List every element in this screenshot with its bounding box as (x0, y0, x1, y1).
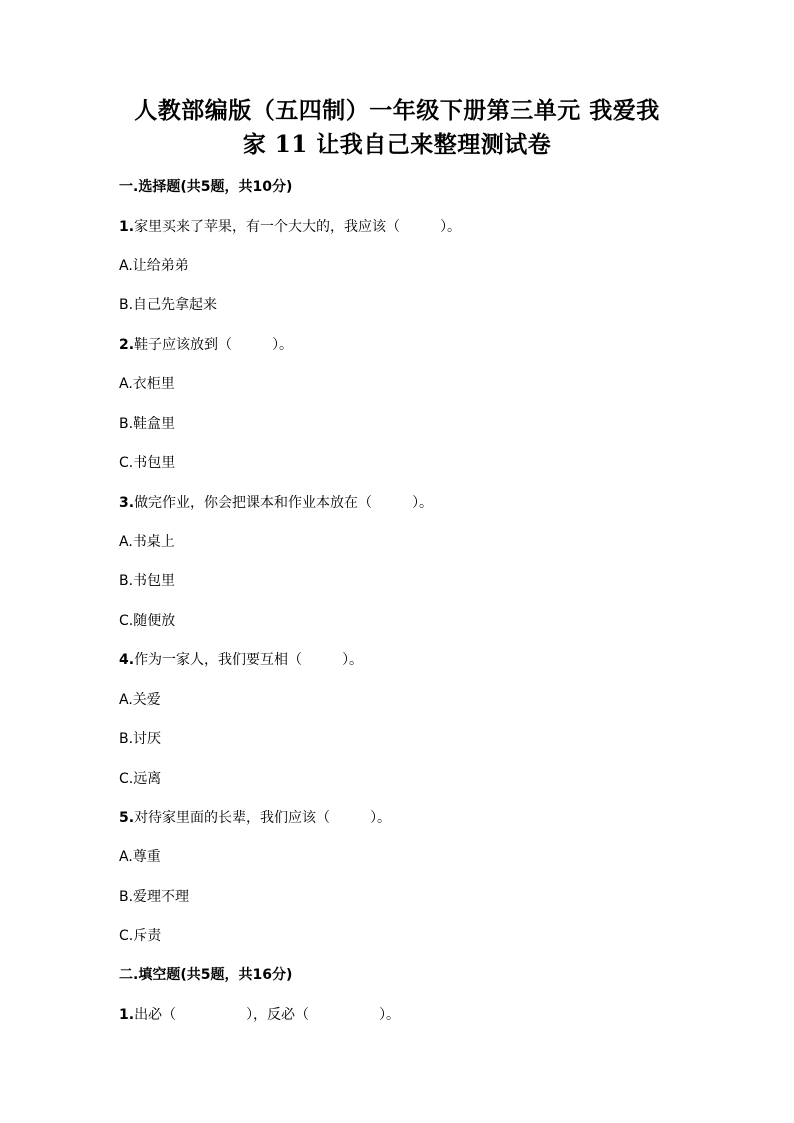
question-stem-before: 做完作业，你会把课本和作业本放在（ (134, 495, 373, 511)
question-stem-before: 家里买来了苹果，有一个大大的，我应该（ (134, 219, 401, 235)
fill-text-part-1: 出必（ (134, 1007, 177, 1023)
fill-question-1 (119, 1005, 400, 1025)
question-3 (119, 493, 433, 513)
fill-text-part-2: ），反必（ (246, 1007, 310, 1023)
option-2a: A.衣柜里 (119, 376, 175, 392)
question-stem-after: ）。 (272, 337, 294, 353)
option-3a: A.书桌上 (119, 534, 175, 550)
document-title-line-1: 人教部编版（五四制）一年级下册第三单元 我爱我 (134, 97, 660, 124)
option-4a: A.关爱 (119, 692, 161, 708)
question-number: 3. (119, 495, 135, 511)
option-4c: C.远离 (119, 771, 162, 787)
option-1a: A.让给弟弟 (119, 258, 189, 274)
document-title-line-2: 家 11 让我自己来整理测试卷 (242, 131, 552, 158)
option-2b: B.鞋盒里 (119, 416, 176, 432)
question-stem-after: ）。 (370, 810, 392, 826)
question-number: 2. (119, 337, 135, 353)
option-4b: B.讨厌 (119, 731, 162, 747)
question-4 (119, 650, 363, 670)
fill-text-part-3: ）。 (379, 1007, 401, 1023)
question-stem-after: ）。 (342, 652, 364, 668)
question-stem-before: 鞋子应该放到（ (134, 337, 233, 353)
section-heading-choice: 一.选择题(共5题，共10分) (119, 179, 293, 195)
option-5a: A.尊重 (119, 849, 161, 865)
section-heading-fill-blank: 二.填空题(共5题，共16分) (119, 967, 293, 983)
question-number: 4. (119, 652, 135, 668)
question-number: 1. (119, 1007, 135, 1023)
question-number: 5. (119, 810, 135, 826)
question-1 (119, 217, 461, 237)
question-stem-before: 对待家里面的长辈，我们应该（ (134, 810, 331, 826)
question-2 (119, 335, 293, 355)
option-5b: B.爱理不理 (119, 889, 190, 905)
option-3c: C.随便放 (119, 613, 176, 629)
question-number: 1. (119, 219, 135, 235)
option-3b: B.书包里 (119, 573, 176, 589)
question-5 (119, 808, 391, 828)
question-stem-after: ）。 (440, 219, 462, 235)
option-2c: C.书包里 (119, 455, 176, 471)
option-5c: C.斥责 (119, 928, 162, 944)
question-stem-after: ）。 (412, 495, 434, 511)
option-1b: B.自己先拿起来 (119, 297, 218, 313)
question-stem-before: 作为一家人，我们要互相（ (134, 652, 303, 668)
